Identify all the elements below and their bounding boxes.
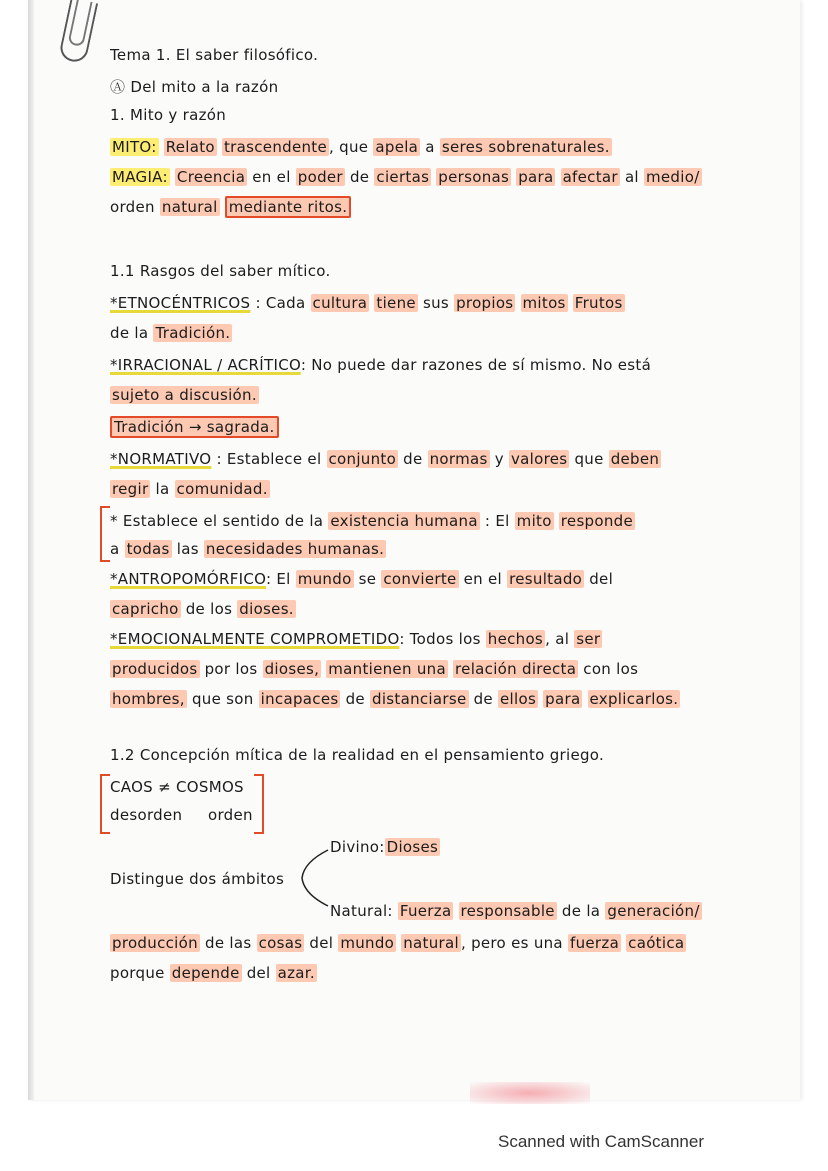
trait-etnocentricos-line-2: de la Tradición. [110, 324, 231, 342]
scanned-page [28, 0, 800, 1100]
trait-sentido-line-2: a todas las necesidades humanas. [110, 540, 385, 558]
trait-sentido: * Establece el sentido de la existencia humana : El mito responde [110, 512, 634, 530]
scanner-watermark: Scanned with CamScanner [498, 1132, 705, 1151]
subsection-1-1-heading: 1.1 Rasgos del saber mítico. [110, 262, 331, 280]
trait-etnocentricos: *ETNOCÉNTRICOS : Cada cultura tiene sus propios mitos Frutos [110, 294, 623, 312]
trait-antropomorfico-line-2: capricho de los dioses. [112, 600, 294, 618]
red-bracket-right [254, 774, 264, 834]
trait-irracional: *IRRACIONAL / ACRÍTICO: No puede dar razones de sí mismo. No está [110, 356, 652, 374]
trait-normativo: *NORMATIVO : Establece el conjunto de normas y valores que deben [110, 450, 660, 468]
caos-cosmos: CAOS ≠ COSMOS [110, 778, 244, 796]
note-title: Tema 1. El saber filosófico. [110, 46, 319, 64]
magia-definition: MAGIA: Creencia en el poder de ciertas personas para afectar al medio/ [112, 168, 700, 186]
red-bracket-left [100, 774, 110, 834]
produccion-line: producción de las cosas del mundo natural , pero es una fuerza caótica [112, 934, 685, 952]
trait-emocional-line-2: producidos por los dioses, mantienen una relación directa con los [112, 660, 639, 678]
trait-irracional-line-2: sujeto a discusión. [112, 386, 257, 404]
section-a-heading: Ⓐ Del mito a la razón [110, 78, 279, 96]
magia-definition-line-2: orden natural mediante ritos. [110, 198, 351, 216]
branch-lines [298, 846, 332, 910]
tradicion-sagrada-note: Tradición → sagrada. [110, 418, 279, 436]
trait-emocional: *EMOCIONALMENTE COMPROMETIDO: Todos los hechos , al ser [110, 630, 601, 648]
ambito-natural: Natural: Fuerza responsable de la generación/ [330, 902, 700, 920]
red-bracket [100, 506, 110, 562]
orden-label: orden [208, 806, 253, 824]
distingue-ambitos: Distingue dos ámbitos [110, 870, 285, 888]
trait-normativo-line-2: regir la comunidad. [112, 480, 268, 498]
subsection-1-heading: 1. Mito y razón [110, 106, 227, 124]
pink-stain [470, 1082, 590, 1104]
subsection-1-2-heading: 1.2 Concepción mítica de la realidad en el pensamiento griego. [110, 746, 605, 764]
ambito-divino: Divino: Dioses [330, 838, 439, 856]
desorden-label: desorden [110, 806, 183, 824]
porque-line: porque depende del azar. [110, 964, 315, 982]
trait-emocional-line-3: hombres, que son incapaces de distanciarse de ellos para explicarlos. [112, 690, 679, 708]
trait-antropomorfico: *ANTROPOMÓRFICO: El mundo se convierte en el resultado del [110, 570, 614, 588]
mito-definition: MITO: Relato trascendente , que apela a seres sobrenaturales. [112, 138, 610, 156]
